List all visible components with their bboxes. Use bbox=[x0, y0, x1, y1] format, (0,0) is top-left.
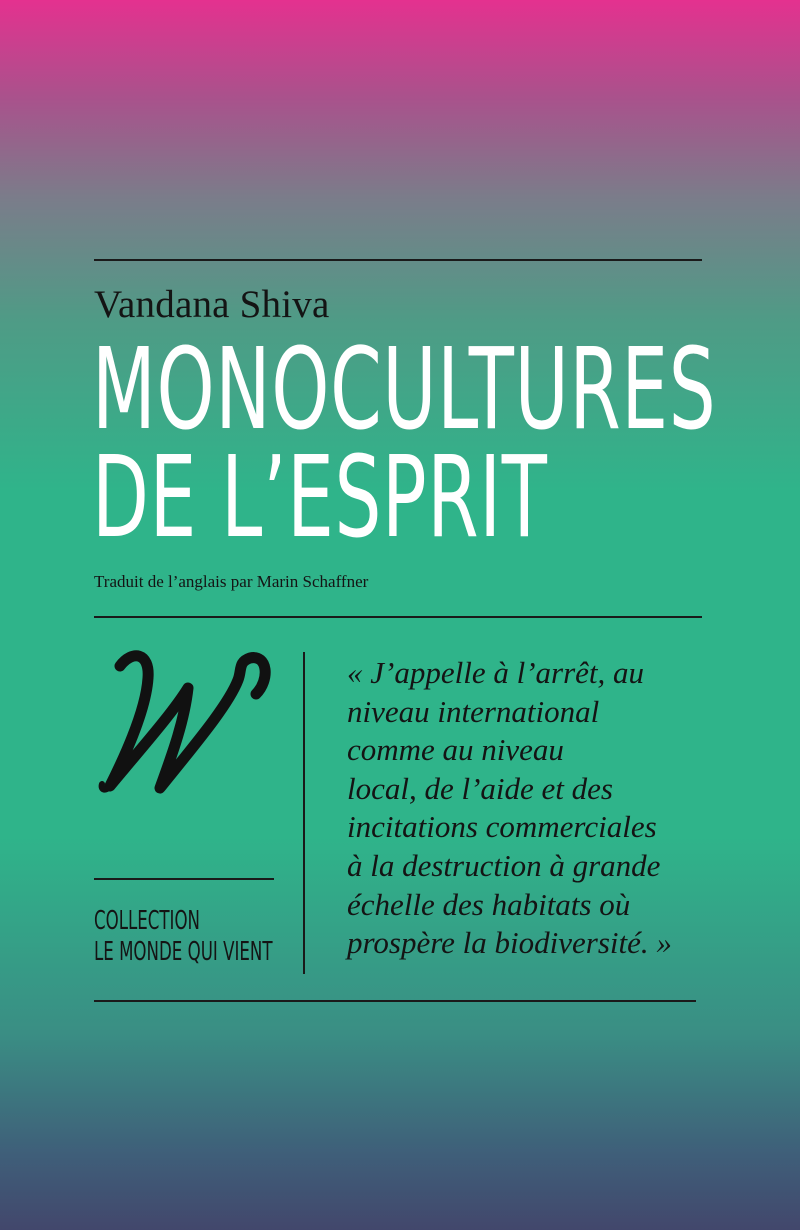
quote-line: prospère la biodiversité. » bbox=[347, 925, 672, 961]
translator-credit: Traduit de l’anglais par Marin Schaffner bbox=[94, 572, 369, 591]
title-line-1: MONOCULTURES bbox=[92, 325, 717, 455]
author-name: Vandana Shiva bbox=[94, 283, 330, 326]
quote-line: niveau international bbox=[347, 693, 600, 729]
title-line-2: DE L’ESPRIT bbox=[92, 433, 548, 563]
collection-line-1: COLLECTION bbox=[94, 906, 201, 936]
quote-line: à la destruction à grande bbox=[347, 847, 661, 883]
top-rule bbox=[94, 259, 702, 261]
quote-line: incitations commerciales bbox=[347, 809, 657, 845]
quote-line: comme au niveau bbox=[347, 732, 564, 768]
book-title bbox=[92, 325, 717, 563]
collection-rule bbox=[94, 878, 274, 880]
collection-label bbox=[94, 906, 272, 968]
vertical-divider bbox=[303, 652, 305, 974]
middle-rule bbox=[94, 616, 702, 618]
bottom-rule bbox=[94, 1000, 696, 1002]
quote-line: local, de l’aide et des bbox=[347, 770, 613, 806]
back-quote bbox=[347, 654, 672, 963]
collection-line-2: LE MONDE QUI VIENT bbox=[94, 937, 273, 967]
quote-line: « J’appelle à l’arrêt, au bbox=[347, 655, 645, 690]
wildproject-w-logo-icon bbox=[88, 640, 278, 800]
quote-line: échelle des habitats où bbox=[347, 886, 631, 922]
